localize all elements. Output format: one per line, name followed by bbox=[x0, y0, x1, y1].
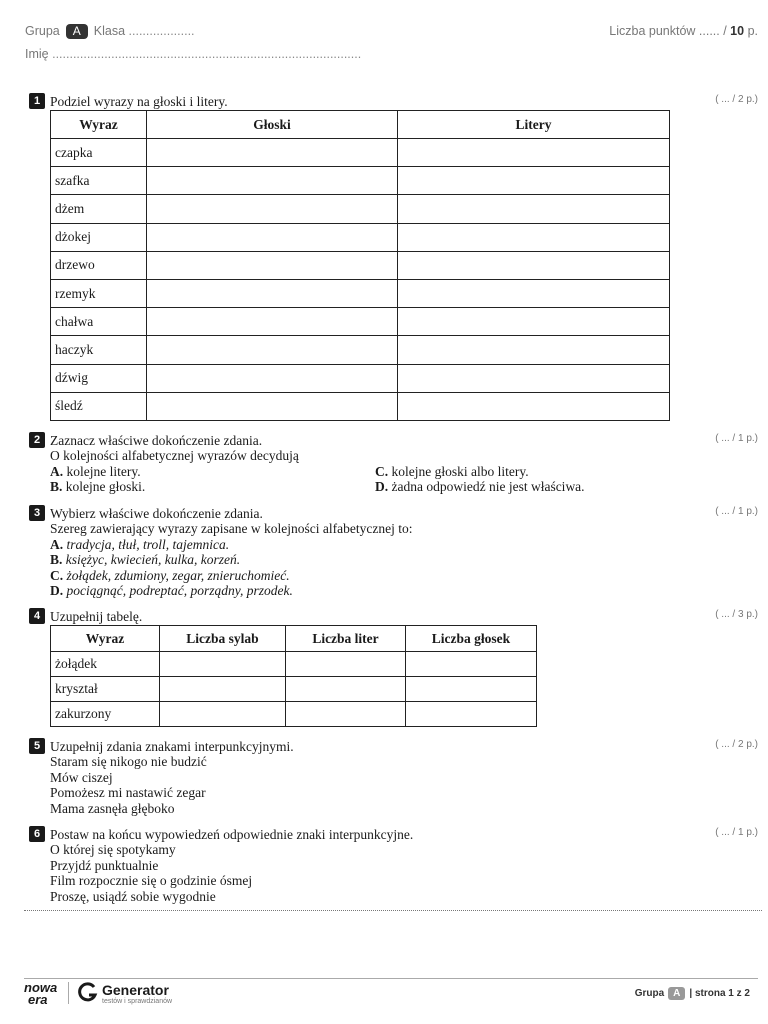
table-row bbox=[51, 279, 670, 307]
points-label: Liczba punktów ...... / bbox=[609, 24, 727, 38]
question-4-number: 4 bbox=[29, 608, 45, 624]
table-row bbox=[51, 251, 670, 279]
q4-word-cell: kryształ bbox=[51, 677, 160, 702]
question-3-number: 3 bbox=[29, 505, 45, 521]
points-unit: p. bbox=[747, 24, 758, 38]
option-letter: A. bbox=[50, 463, 64, 479]
q1-word-cell: szafka bbox=[51, 167, 147, 195]
question-3-body bbox=[50, 521, 412, 599]
table-row bbox=[51, 195, 670, 223]
question-1-text: Podziel wyrazy na głoski i litery. bbox=[50, 94, 228, 109]
answer-option[interactable] bbox=[50, 552, 412, 568]
sentence-line[interactable]: Pomożesz mi nastawić zegar bbox=[50, 785, 206, 800]
question-5-number: 5 bbox=[29, 738, 45, 754]
question-2-stem: O kolejności alfabetycznej wyrazów decydują bbox=[50, 448, 299, 463]
sentence-line[interactable]: Mama zasnęła głęboko bbox=[50, 800, 175, 816]
q1-litery-cell[interactable] bbox=[398, 139, 670, 167]
question-2-body bbox=[50, 448, 650, 495]
q1-gloski-cell[interactable] bbox=[147, 308, 398, 336]
option-text: kolejne litery. bbox=[66, 463, 141, 479]
sentence-line[interactable]: Staram się nikogo nie budzić bbox=[50, 754, 207, 769]
option-letter: D. bbox=[375, 479, 389, 494]
question-6-number: 6 bbox=[29, 826, 45, 842]
q4-answer-cell[interactable] bbox=[160, 652, 286, 677]
option-text: żołądek, zdumiony, zegar, znieruchomieć. bbox=[66, 567, 290, 583]
q1-gloski-cell[interactable] bbox=[147, 279, 398, 307]
q4-answer-cell[interactable] bbox=[160, 702, 286, 727]
sentence-line[interactable]: Mów ciszej bbox=[50, 769, 113, 785]
q4-header-wyraz: Wyraz bbox=[51, 626, 160, 652]
q1-litery-cell[interactable] bbox=[398, 195, 670, 223]
q1-litery-cell[interactable] bbox=[398, 251, 670, 279]
question-3-stem: Szereg zawierający wyrazy zapisane w kolejności alfabetycznej to: bbox=[50, 521, 413, 536]
q1-word-cell: haczyk bbox=[51, 336, 147, 364]
generator-g-icon bbox=[78, 982, 98, 1004]
option-letter: A. bbox=[50, 536, 64, 552]
q1-word-cell: drzewo bbox=[51, 251, 147, 279]
question-5-points: ( ... / 2 p.) bbox=[715, 739, 758, 750]
question-3-text: Wybierz właściwe dokończenie zdania. bbox=[50, 506, 263, 521]
points-total: 10 bbox=[730, 24, 745, 38]
table-row bbox=[51, 702, 537, 727]
question-6-body bbox=[50, 842, 252, 904]
question-4-text: Uzupełnij tabelę. bbox=[50, 609, 143, 624]
q1-litery-cell[interactable] bbox=[398, 392, 670, 420]
q1-litery-cell[interactable] bbox=[398, 308, 670, 336]
option-letter: C. bbox=[50, 567, 64, 583]
q1-gloski-cell[interactable] bbox=[147, 195, 398, 223]
sentence-line[interactable]: O której się spotykamy bbox=[50, 842, 176, 857]
q1-litery-cell[interactable] bbox=[398, 364, 670, 392]
q1-word-cell: rzemyk bbox=[51, 279, 147, 307]
class-label: Klasa bbox=[93, 24, 126, 38]
q4-answer-cell[interactable] bbox=[406, 677, 537, 702]
question-1-table bbox=[50, 110, 670, 421]
sentence-line[interactable]: Film rozpocznie się o godzinie ósmej bbox=[50, 873, 253, 888]
q1-header-gloski: Głoski bbox=[147, 111, 398, 139]
page-number: | strona 1 z 2 bbox=[689, 988, 750, 999]
q1-word-cell: dźwig bbox=[51, 364, 147, 392]
option-letter: C. bbox=[375, 463, 389, 479]
table-row bbox=[51, 139, 670, 167]
q1-gloski-cell[interactable] bbox=[147, 392, 398, 420]
dotted-separator bbox=[24, 910, 762, 911]
sentence-line[interactable]: Proszę, usiądź sobie wygodnie bbox=[50, 888, 216, 904]
answer-option[interactable] bbox=[50, 537, 412, 553]
q1-header-wyraz: Wyraz bbox=[51, 111, 147, 139]
q1-word-cell: śledź bbox=[51, 392, 147, 420]
option-text: kolejne głoski. bbox=[65, 479, 146, 494]
page-info bbox=[635, 987, 750, 1000]
q1-word-cell: dżokej bbox=[51, 223, 147, 251]
question-6-points: ( ... / 1 p.) bbox=[715, 827, 758, 838]
q4-header-liter: Liczba liter bbox=[286, 626, 406, 652]
table-row bbox=[51, 336, 670, 364]
group-label: Grupa bbox=[25, 24, 60, 38]
nowa-era-logo bbox=[24, 982, 57, 1006]
question-2-number: 2 bbox=[29, 432, 45, 448]
q4-answer-cell[interactable] bbox=[406, 652, 537, 677]
points-field bbox=[609, 24, 758, 38]
footer-group-badge: A bbox=[668, 987, 685, 1000]
q4-word-cell: żołądek bbox=[51, 652, 160, 677]
option-letter: B. bbox=[50, 552, 63, 567]
answer-option[interactable] bbox=[50, 568, 412, 584]
q1-litery-cell[interactable] bbox=[398, 223, 670, 251]
q4-answer-cell[interactable] bbox=[286, 702, 406, 727]
q1-gloski-cell[interactable] bbox=[147, 223, 398, 251]
footer-divider bbox=[24, 978, 758, 979]
answer-option[interactable] bbox=[50, 583, 412, 599]
option-text: księżyc, kwiecień, kulka, korzeń. bbox=[65, 552, 241, 567]
logo-text-nowa: nowa bbox=[24, 980, 58, 995]
logo-text-era: era bbox=[28, 992, 48, 1007]
q4-answer-cell[interactable] bbox=[286, 652, 406, 677]
q1-word-cell: czapka bbox=[51, 139, 147, 167]
group-badge: A bbox=[66, 24, 88, 39]
answer-option[interactable] bbox=[50, 464, 141, 480]
question-5-body bbox=[50, 754, 207, 816]
q1-header-litery: Litery bbox=[398, 111, 670, 139]
q1-gloski-cell[interactable] bbox=[147, 251, 398, 279]
option-letter: B. bbox=[50, 479, 63, 494]
sentence-line[interactable]: Przyjdź punktualnie bbox=[50, 857, 159, 873]
q4-header-glosek: Liczba głosek bbox=[406, 626, 537, 652]
table-row bbox=[51, 364, 670, 392]
question-5-text: Uzupełnij zdania znakami interpunkcyjnymi. bbox=[50, 739, 294, 754]
logo-divider bbox=[68, 982, 69, 1004]
option-letter: D. bbox=[50, 583, 64, 598]
name-dots: ......................................................................................... bbox=[52, 47, 362, 61]
q4-answer-cell[interactable] bbox=[286, 677, 406, 702]
question-4-table bbox=[50, 625, 537, 727]
table-row bbox=[51, 677, 537, 702]
question-1-number: 1 bbox=[29, 93, 45, 109]
answer-option[interactable] bbox=[50, 479, 145, 495]
generator-title: Generator bbox=[102, 982, 169, 998]
table-row bbox=[51, 308, 670, 336]
table-row bbox=[51, 652, 537, 677]
generator-subtitle: testów i sprawdzianów bbox=[102, 998, 173, 1005]
q1-gloski-cell[interactable] bbox=[147, 167, 398, 195]
option-text: pociągnąć, podreptać, porządny, przodek. bbox=[66, 583, 293, 598]
option-text: żadna odpowiedź nie jest właściwa. bbox=[391, 479, 585, 494]
q1-gloski-cell[interactable] bbox=[147, 336, 398, 364]
q1-word-cell: dżem bbox=[51, 195, 147, 223]
question-2-text: Zaznacz właściwe dokończenie zdania. bbox=[50, 433, 263, 448]
table-row bbox=[51, 392, 670, 420]
q1-word-cell: chałwa bbox=[51, 308, 147, 336]
class-dots: ................... bbox=[128, 24, 195, 38]
table-row bbox=[51, 223, 670, 251]
name-label: Imię bbox=[25, 47, 49, 61]
group-field bbox=[25, 24, 195, 39]
q1-gloski-cell[interactable] bbox=[147, 364, 398, 392]
option-text: tradycja, tłuł, troll, tajemnica. bbox=[66, 536, 230, 552]
answer-option[interactable] bbox=[375, 464, 529, 480]
answer-option[interactable] bbox=[375, 479, 585, 495]
q4-word-cell: zakurzony bbox=[51, 702, 160, 727]
question-4-points: ( ... / 3 p.) bbox=[715, 609, 758, 620]
q4-answer-cell[interactable] bbox=[160, 677, 286, 702]
q1-litery-cell[interactable] bbox=[398, 336, 670, 364]
question-1-points: ( ... / 2 p.) bbox=[715, 94, 758, 105]
q1-litery-cell[interactable] bbox=[398, 167, 670, 195]
option-text: kolejne głoski albo litery. bbox=[391, 463, 529, 479]
q1-litery-cell[interactable] bbox=[398, 279, 670, 307]
question-3-points: ( ... / 1 p.) bbox=[715, 506, 758, 517]
footer-group-label: Grupa bbox=[634, 988, 665, 999]
q1-gloski-cell[interactable] bbox=[147, 139, 398, 167]
name-field bbox=[25, 47, 361, 61]
question-2-points: ( ... / 1 p.) bbox=[715, 433, 758, 444]
q4-answer-cell[interactable] bbox=[406, 702, 537, 727]
table-row bbox=[51, 167, 670, 195]
question-6-text: Postaw na końcu wypowiedzeń odpowiednie znaki interpunkcyjne. bbox=[50, 827, 414, 842]
q4-header-sylab: Liczba sylab bbox=[160, 626, 286, 652]
